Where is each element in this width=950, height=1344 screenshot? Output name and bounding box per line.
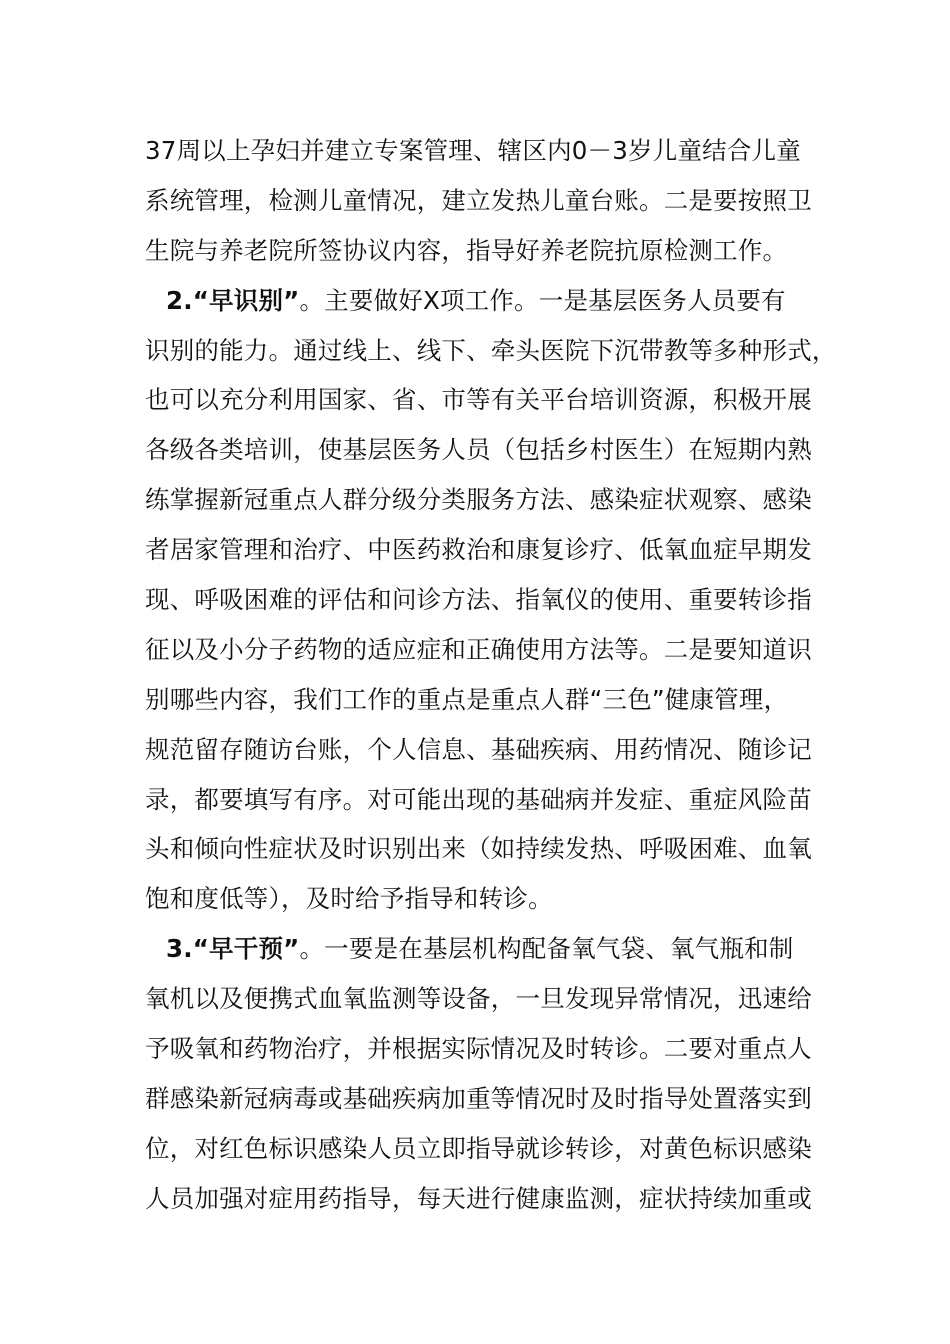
paragraph-2-heading: 2.“早识别”: [166, 285, 300, 315]
paragraph-3-line: 氧机以及便携式血氧监测等设备，一旦发现异常情况，迅速给: [145, 984, 812, 1014]
paragraph-3-line: 予吸氧和药物治疗，并根据实际情况及时转诊。二要对重点人: [145, 1034, 812, 1064]
paragraph-3-line: 位，对红色标识感染人员立即指导就诊转诊，对黄色标识感染: [145, 1133, 812, 1163]
paragraph-2-line: 现、呼吸困难的评估和问诊方法、指氧仪的使用、重要转诊指: [145, 585, 812, 615]
paragraph-2-line-1: [145, 276, 810, 326]
paragraph-2-line: 识别的能力。通过线上、线下、牵头医院下沉带教等多种形式，: [145, 335, 837, 365]
paragraph-2-line: 练掌握新冠重点人群分级分类服务方法、感染症状观察、感染: [145, 485, 812, 515]
paragraph-2-line: 规范留存随访台账，个人信息、基础疾病、用药情况、随诊记: [145, 734, 812, 764]
paragraph-3-line: 群感染新冠病毒或基础疾病加重等情况时及时指导处置落实到: [145, 1083, 812, 1113]
paragraph-1-line-2: 系统管理，检测儿童情况，建立发热儿童台账。二是要按照卫: [145, 185, 812, 215]
paragraph-2-line: 各级各类培训，使基层医务人员（包括乡村医生）在短期内熟: [145, 435, 812, 465]
paragraph-2-line: 饱和度低等），及时给予指导和转诊。: [145, 884, 553, 914]
paragraph-1-line-3: 生院与养老院所签协议内容，指导好养老院抗原检测工作。: [145, 235, 788, 265]
document-body: [145, 126, 837, 1224]
paragraph-2-line: 录，都要填写有序。对可能出现的基础病并发症、重症风险苗: [145, 784, 812, 814]
paragraph-2-line: 别哪些内容，我们工作的重点是重点人群“三色”健康管理，: [145, 684, 789, 714]
paragraph-3-line-1-text: 。一要是在基层机构配备氧气袋、氧气瓶和制: [299, 934, 794, 964]
paragraph-2-line: 也可以充分利用国家、省、市等有关平台培训资源，积极开展: [145, 385, 812, 415]
paragraph-3-line-1: [145, 924, 810, 974]
paragraph-2-line-1-text: 。主要做好X项工作。一是基层医务人员要有: [299, 285, 786, 315]
paragraph-3-line: 人员加强对症用药指导，每天进行健康监测，症状持续加重或: [145, 1183, 812, 1213]
paragraph-2-line: 头和倾向性症状及时识别出来（如持续发热、呼吸困难、血氧: [145, 834, 812, 864]
paragraph-2-line: 者居家管理和治疗、中医药救治和康复诊疗、低氧血症早期发: [145, 535, 812, 565]
paragraph-1-line-1: 37周以上孕妇并建立专案管理、辖区内0－3岁儿童结合儿童: [145, 136, 801, 165]
paragraph-3-heading: 3.“早干预”: [166, 934, 300, 964]
paragraph-2-line: 征以及小分子药物的适应症和正确使用方法等。二是要知道识: [145, 634, 812, 664]
